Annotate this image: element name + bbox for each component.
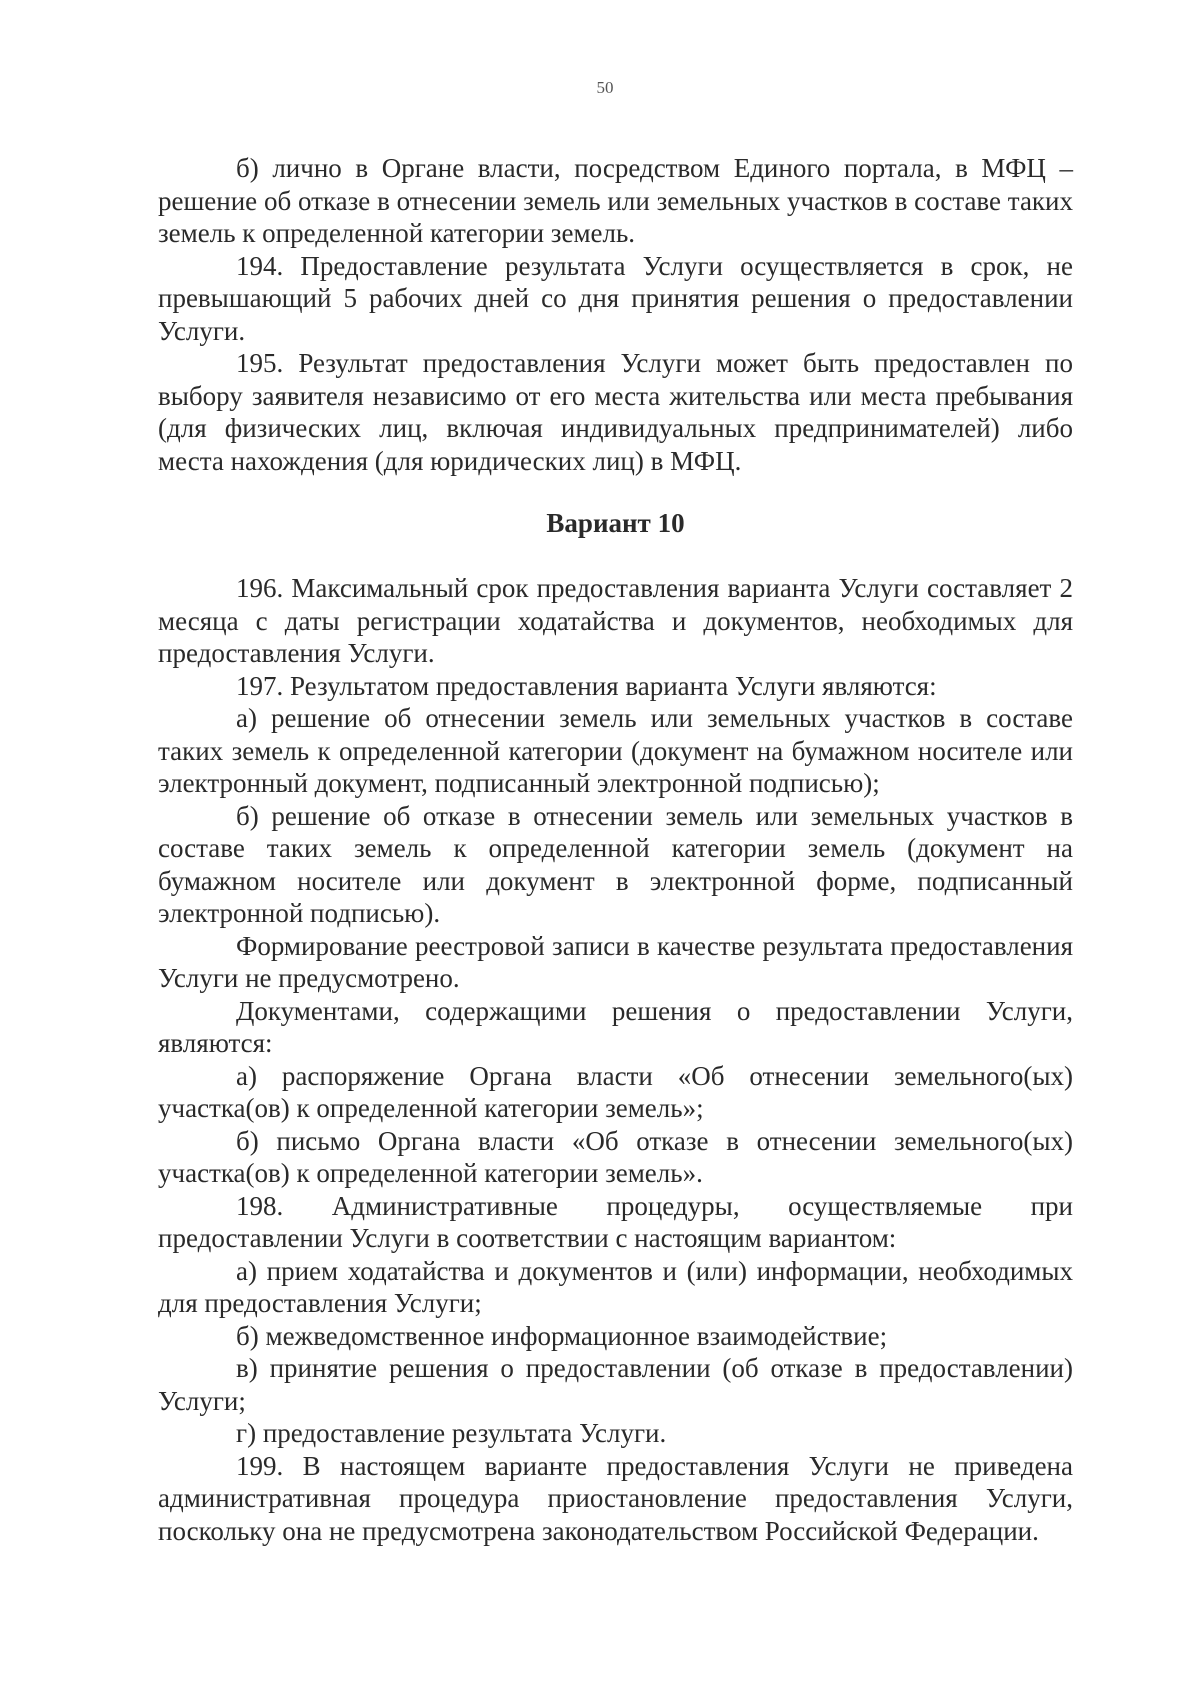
paragraph-198-item-a: а) прием ходатайства и документов и (или) информации, необходимых для предоставления Услуги; (158, 1255, 1073, 1318)
document-body (158, 152, 1073, 1547)
paragraph-decision-item-b: б) письмо Органа власти «Об отказе в отнесении земельного(ых) участка(ов) к определенной категории земель». (158, 1125, 1073, 1188)
paragraph-194: 194. Предоставление результата Услуги осуществляется в срок, не превышающий 5 рабочих дней со дня принятия решения о предоставлении Услуги. (158, 250, 1073, 346)
paragraph-198-item-g: г) предоставление результата Услуги. (236, 1418, 667, 1448)
page-number: 50 (596, 78, 614, 97)
paragraph-item-b-personal-delivery: б) лично в Органе власти, посредством Единого портала, в МФЦ – решение об отказе в отнесении земель или земельных участков в составе таких земель к определенной категории земель. (158, 153, 1073, 248)
paragraph-decision-item-a: а) распоряжение Органа власти «Об отнесении земельного(ых) участка(ов) к определенной категории земель»; (158, 1060, 1073, 1123)
paragraph-196: 196. Максимальный срок предоставления варианта Услуги составляет 2 месяца с даты регистрации ходатайства и документов, необходимых для предоставления Услуги. (158, 573, 1073, 668)
paragraph-197-item-b: б) решение об отказе в отнесении земель или земельных участков в составе таких земель к определенной категории земель (документ на бумажном носителе или документ в электронной форме, подписанный электронной подписью). (158, 800, 1073, 928)
paragraph-199: 199. В настоящем варианте предоставления Услуги не приведена административная процедура приостановление предоставления Услуги, поскольку она не предусмотрена законодательством Российской Федерации. (158, 1450, 1073, 1546)
paragraph-195: 195. Результат предоставления Услуги может быть предоставлен по выбору заявителя независимо от его места жительства или места пребывания (для физических лиц, включая индивидуальных предпринимателей) либо места нахождения (для юридических лиц) в МФЦ. (158, 348, 1073, 476)
paragraph-198: 198. Административные процедуры, осуществляемые при предоставлении Услуги в соответствии с настоящим вариантом: (158, 1190, 1073, 1253)
paragraph-decision-documents: Документами, содержащими решения о предоставлении Услуги, являются: (158, 995, 1073, 1058)
paragraph-registry-record: Формирование реестровой записи в качестве результата предоставления Услуги не предусмотрено. (158, 930, 1073, 993)
paragraph-198-item-v: в) принятие решения о предоставлении (об отказе в предоставлении) Услуги; (158, 1353, 1073, 1416)
paragraph-197: 197. Результатом предоставления варианта Услуги являются: (236, 670, 937, 701)
paragraph-198-item-b: б) межведомственное информационное взаимодействие; (236, 1320, 888, 1351)
section-heading: Вариант 10 (546, 508, 685, 538)
paragraph-197-item-a: а) решение об отнесении земель или земельных участков в составе таких земель к определенной категории (документ на бумажном носителе или электронный документ, подписанный электронной подписью); (158, 703, 1073, 798)
